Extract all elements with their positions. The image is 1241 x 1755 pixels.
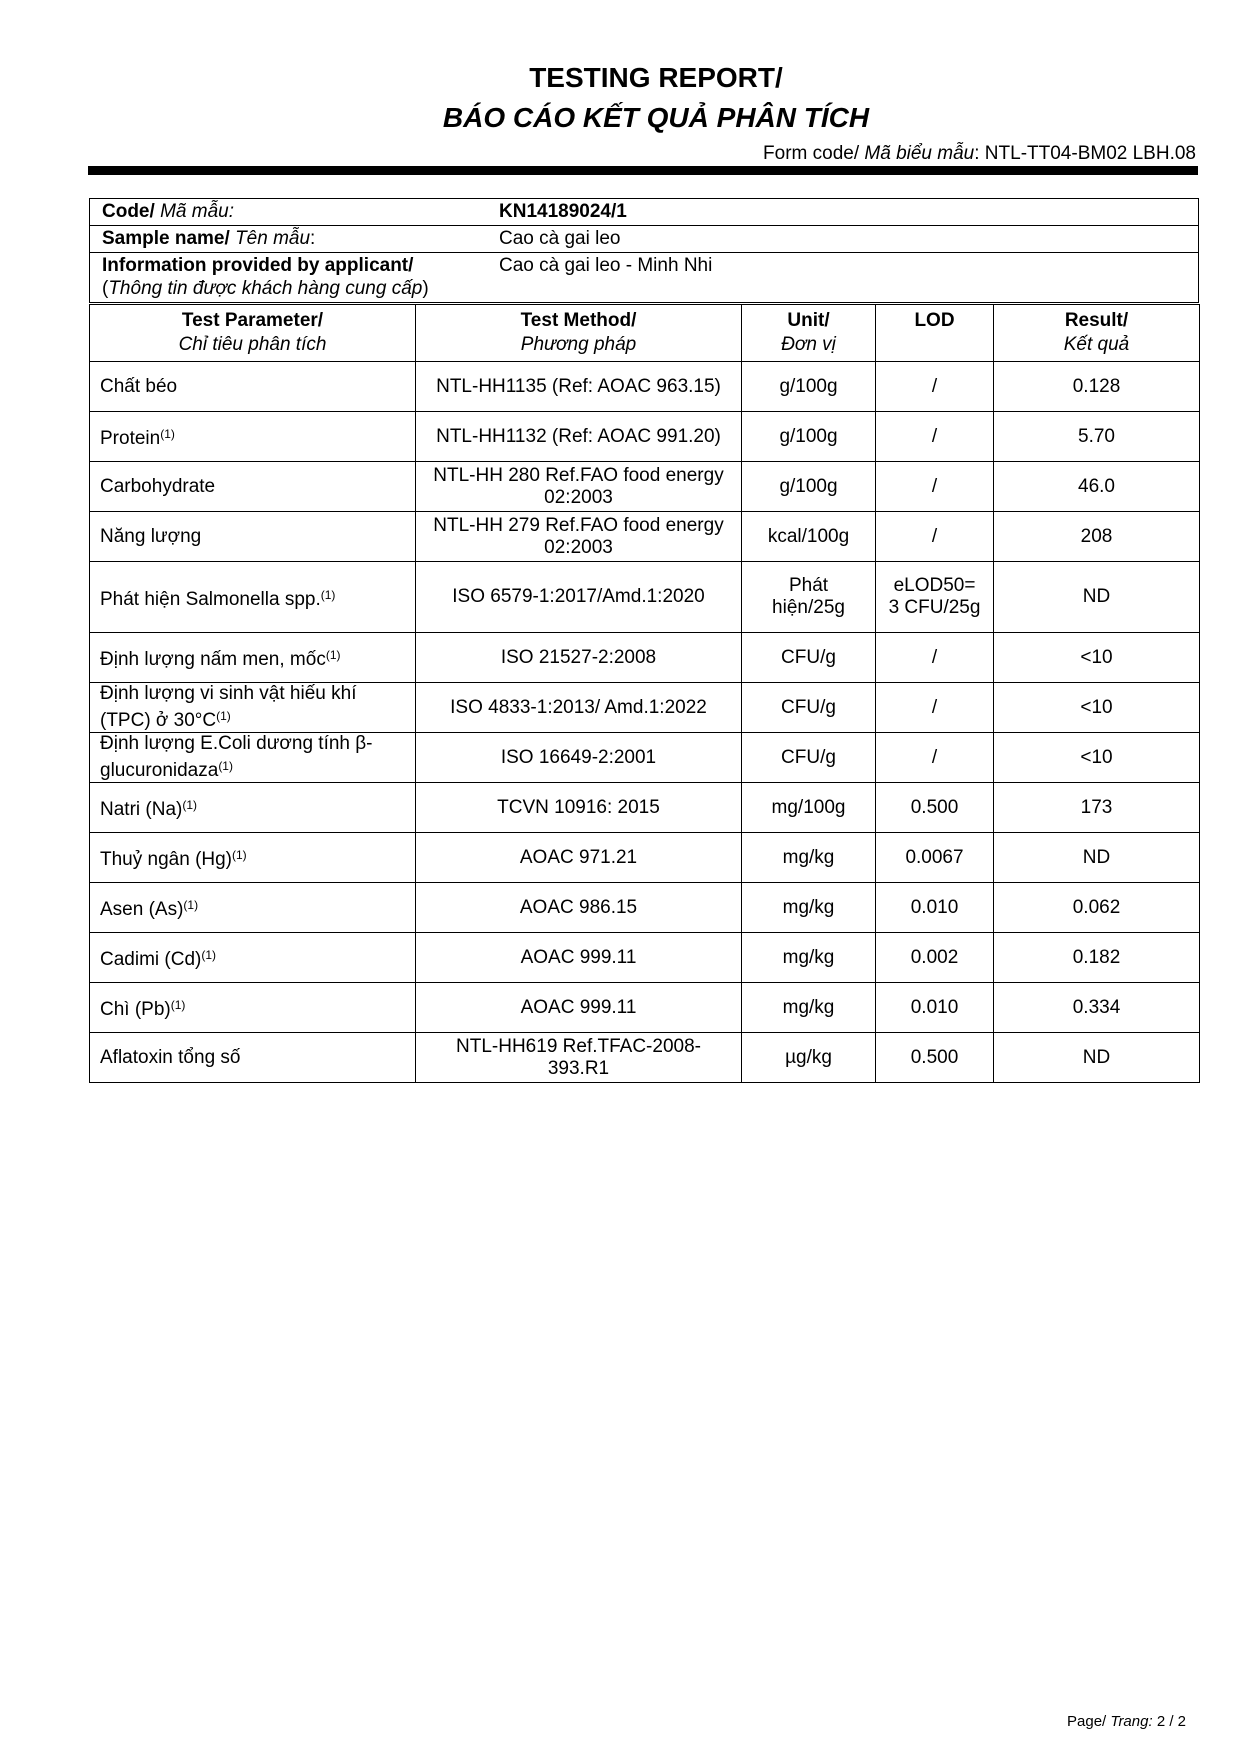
method-cell: NTL-HH 279 Ref.FAO food energy 02:2003 — [416, 512, 742, 562]
unit-cell: µg/kg — [742, 1033, 876, 1083]
col-header-lod: LOD — [876, 305, 994, 362]
col-header-unit: Unit/ Đơn vị — [742, 305, 876, 362]
note-mark: (1) — [160, 427, 175, 441]
method-cell: AOAC 999.11 — [416, 933, 742, 983]
param-cell: Năng lượng — [90, 512, 416, 562]
method-cell: NTL-HH 280 Ref.FAO food energy 02:2003 — [416, 462, 742, 512]
table-row — [90, 412, 1200, 462]
param-cell: Chất béo — [90, 362, 416, 412]
unit-cell: mg/kg — [742, 883, 876, 933]
result-cell: 0.334 — [994, 983, 1200, 1033]
table-row — [90, 933, 1200, 983]
result-cell: ND — [994, 562, 1200, 633]
method-cell: NTL-HH1132 (Ref: AOAC 991.20) — [416, 412, 742, 462]
method-cell: AOAC 986.15 — [416, 883, 742, 933]
note-mark: (1) — [218, 759, 233, 773]
col-header-parameter: Test Parameter/ Chỉ tiêu phân tích — [90, 305, 416, 362]
param-cell: Aflatoxin tổng số — [90, 1033, 416, 1083]
note-mark: (1) — [232, 848, 247, 862]
report-title-vi: BÁO CÁO KẾT QUẢ PHÂN TÍCH — [442, 102, 870, 133]
col-header-result: Result/ Kết quả — [994, 305, 1200, 362]
header-rule — [88, 166, 1198, 175]
info-row-sample-name: Sample name/ Tên mẫu: Cao cà gai leo — [90, 226, 1199, 253]
unit-cell: g/100g — [742, 412, 876, 462]
result-cell: 0.062 — [994, 883, 1200, 933]
unit-cell: mg/100g — [742, 783, 876, 833]
param-cell: Định lượng nấm men, mốc$^{(1)}$ — [90, 633, 416, 683]
param-cell: Protein$^{(1)}$ — [90, 412, 416, 462]
note-mark: (1) — [325, 648, 341, 662]
param-cell: Cadimi $(Cd)^{(1)}$ — [90, 933, 416, 983]
unit-cell: kcal/100g — [742, 512, 876, 562]
lod-cell: 0.010 — [876, 983, 994, 1033]
unit-cell: CFU/g — [742, 633, 876, 683]
sample-code: KN14189024/1 — [499, 201, 627, 222]
param-cell: Chì $(Pb)^{(1)}$ — [90, 983, 416, 1033]
unit-cell: g/100g — [742, 362, 876, 412]
lod-cell: / — [876, 462, 994, 512]
param-cell: Carbohydrate — [90, 462, 416, 512]
param-cell: Phát hiện Salmonella spp.$^{(1)}$ — [90, 562, 416, 633]
lod-cell: / — [876, 733, 994, 783]
result-cell: <10 — [994, 683, 1200, 733]
table-row — [90, 683, 1200, 733]
param-cell: Thuỷ ngân $(Hg)^{(1)}$ — [90, 833, 416, 883]
lod-cell: 0.500 — [876, 1033, 994, 1083]
lod-cell: 0.002 — [876, 933, 994, 983]
table-row — [90, 833, 1200, 883]
method-cell: NTL-HH619 Ref.TFAC-2008-393.R1 — [416, 1033, 742, 1083]
method-cell: TCVN 10916: 2015 — [416, 783, 742, 833]
sample-name: Cao cà gai leo — [499, 226, 1199, 253]
applicant-info: Cao cà gai leo - Minh Nhi — [499, 253, 1199, 303]
note-mark: (1) — [182, 798, 198, 812]
result-cell: 0.182 — [994, 933, 1200, 983]
unit-cell: CFU/g — [742, 683, 876, 733]
sample-info-table — [89, 198, 1199, 303]
note-mark: (1) — [170, 998, 186, 1012]
lod-cell: / — [876, 633, 994, 683]
param-cell: Định lượng vi sinh vật hiếu khí (TPC) ở $30^\circ C^{(1)}$ — [90, 683, 416, 733]
method-cell: ISO 4833-1:2013/ Amd.1:2022 — [416, 683, 742, 733]
unit-cell: mg/kg — [742, 833, 876, 883]
result-cell: 5.70 — [994, 412, 1200, 462]
param-cell: Định lượng E.Coli dương tính β-glucuronidaza$^{(1)}$ — [90, 733, 416, 783]
info-row-code: Code/ Mã mẫu: KN14189024/1 — [90, 199, 1199, 226]
note-mark: (1) — [183, 898, 199, 912]
table-row — [90, 633, 1200, 683]
result-cell: 0.128 — [994, 362, 1200, 412]
results-header-row — [90, 305, 1200, 362]
method-cell: AOAC 971.21 — [416, 833, 742, 883]
param-cell: Asen $(As)^{(1)}$ — [90, 883, 416, 933]
table-row — [90, 883, 1200, 933]
note-mark: (1) — [201, 948, 217, 962]
result-cell: <10 — [994, 633, 1200, 683]
form-code: Form code/ Mã biểu mẫu: NTL-TT04-BM02 LBH.08 — [763, 143, 1196, 164]
method-cell: AOAC 999.11 — [416, 983, 742, 1033]
unit-cell: CFU/g — [742, 733, 876, 783]
table-row — [90, 362, 1200, 412]
results-table — [89, 304, 1200, 1083]
table-row — [90, 462, 1200, 512]
lod-cell: eLOD50= 3 CFU/25g — [876, 562, 994, 633]
lod-cell: 0.500 — [876, 783, 994, 833]
report-title-en: TESTING REPORT/ — [529, 62, 783, 93]
unit-cell: mg/kg — [742, 983, 876, 1033]
unit-cell: g/100g — [742, 462, 876, 512]
lod-cell: / — [876, 412, 994, 462]
note-mark: (1) — [216, 709, 231, 723]
lod-cell: 0.010 — [876, 883, 994, 933]
table-row — [90, 983, 1200, 1033]
table-row — [90, 733, 1200, 783]
result-cell: ND — [994, 833, 1200, 883]
table-row — [90, 1033, 1200, 1083]
method-cell: ISO 6579-1:2017/Amd.1:2020 — [416, 562, 742, 633]
method-cell: ISO 16649-2:2001 — [416, 733, 742, 783]
table-row — [90, 512, 1200, 562]
info-row-applicant: Information provided by applicant/ (Thông tin được khách hàng cung cấp) Cao cà gai leo - Minh Nhi — [90, 253, 1199, 303]
table-row — [90, 562, 1200, 633]
result-cell: 208 — [994, 512, 1200, 562]
col-header-method: Test Method/ Phương pháp — [416, 305, 742, 362]
lod-cell: / — [876, 362, 994, 412]
method-cell: NTL-HH1135 (Ref: AOAC 963.15) — [416, 362, 742, 412]
note-mark: (1) — [320, 587, 336, 602]
unit-cell: Phát hiện/25g — [742, 562, 876, 633]
table-row — [90, 783, 1200, 833]
result-cell: ND — [994, 1033, 1200, 1083]
page-number: Page/ Trang: 2 / 2 — [1067, 1713, 1186, 1730]
result-cell: <10 — [994, 733, 1200, 783]
lod-cell: / — [876, 512, 994, 562]
lod-cell: / — [876, 683, 994, 733]
unit-cell: mg/kg — [742, 933, 876, 983]
result-cell: 46.0 — [994, 462, 1200, 512]
result-cell: 173 — [994, 783, 1200, 833]
method-cell: ISO 21527-2:2008 — [416, 633, 742, 683]
lod-cell: 0.0067 — [876, 833, 994, 883]
param-cell: Natri $(Na)^{(1)}$ — [90, 783, 416, 833]
